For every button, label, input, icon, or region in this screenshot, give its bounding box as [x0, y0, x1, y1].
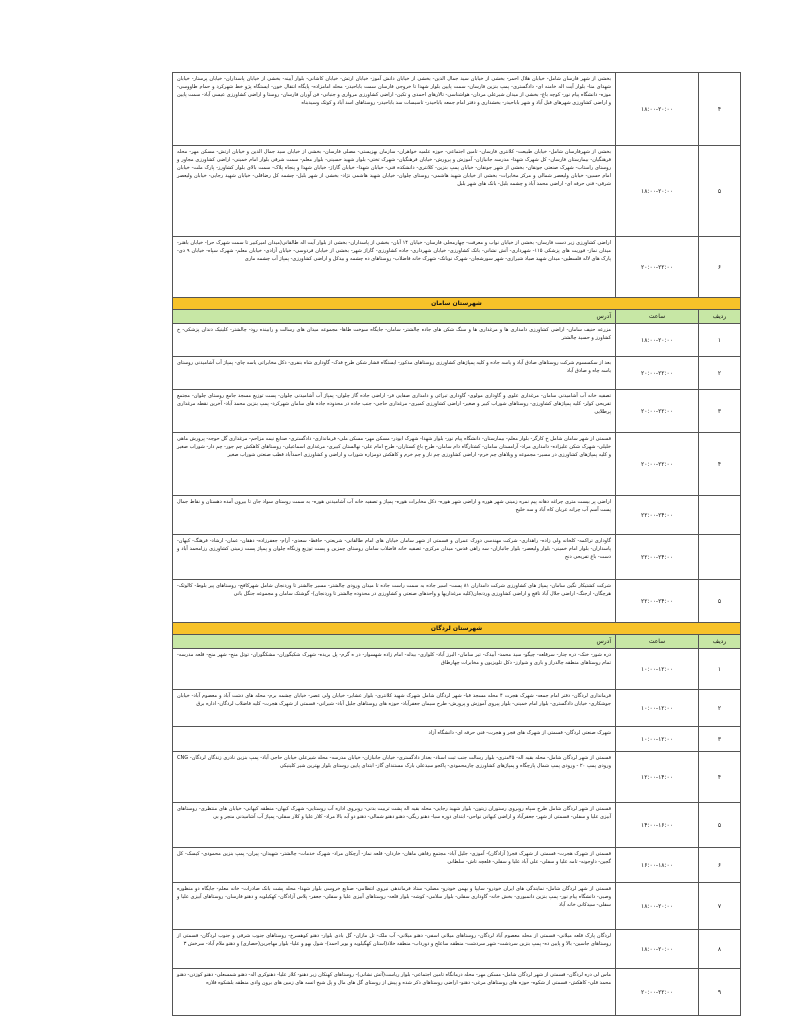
section-title: شهرستان لردگان	[173, 623, 741, 635]
row-time: ۲۰:۰۰-۲۲:۰۰	[616, 969, 699, 1016]
header-time: ساعت	[616, 635, 699, 649]
table-row	[173, 496, 741, 535]
row-address-cell	[173, 690, 616, 727]
header-index: ردیف	[699, 635, 741, 649]
row-address-cell	[173, 752, 616, 803]
row-address-cell	[173, 727, 616, 752]
header-address: آدرس	[173, 635, 616, 649]
row-index: ۴	[699, 433, 741, 496]
row-index: ۴	[699, 752, 741, 803]
row-index: ۱	[699, 649, 741, 690]
row-time: ۲۰:۰۰-۲۲:۰۰	[616, 390, 699, 433]
table-row	[173, 883, 741, 930]
row-index: ۵	[699, 803, 741, 848]
row-time: ۱۸:۰۰-۲۰:۰۰	[616, 73, 699, 146]
row-index: ۳	[699, 727, 741, 752]
row-index: ۱	[699, 324, 741, 357]
row-address-cell	[173, 803, 616, 848]
row-address: قسمتی از شهرک هجرت- قسمتی از شهرک فجر( آزادگان)- آموزی- جلیل آباد- مجتمع رفاهی ماهان- خاردان- قلعه نماز- آرچکان مراد- شهرک خدمات- چالشتر- شهیدان- پیران- پمپ بنزین محمودی- کیسک- کل گجین- داوجونه- تامه علیا و سفلی- علی آباد علیا و سفلی- قلعچه تاش- سلطانی	[177, 851, 611, 865]
row-address-cell	[173, 930, 616, 969]
row-address-cell	[173, 883, 616, 930]
row-address-cell	[173, 848, 616, 883]
section-title: شهرستان سامان	[173, 298, 741, 310]
row-address-cell	[173, 496, 616, 535]
row-address-cell	[173, 390, 616, 433]
row-address: لردگان پارک قلعه میلانی- قسمتی از محله معصوم آباد لردگان- روستاهای میلانی اسفی- دهنو میلانی- آب ملک- تل مازان- گل بادی بلوار- دهنو کوهسرخ- روستاهای جنوب شرقی و جنوب لردگان- قسمتی از روستاهای جاسین- بالا و پایین ده- پمپ بنزین سردشت- شهر سردشت- منطقه ساعلح و دورداب- منطقه خلاد(استان کهگیلویه و بویر احمد)- شول بهو و علیا- بلوار مهاجرین(حصاری) و دهنو ملام آباد- سرخش ۳	[177, 933, 611, 947]
row-address: ماس لی دره لردگان- قسمتی از شهر لردگان شامل- مسکن مهر- محله درمانگاه تامین اجتماعی- بلوار ریاست(آتش نشانی)- روستاهای کهنکان زیر دهنو- کلار علیا- دهنوکری اله- دهنو شمسعلی- دهنو کوزدن- دهنو محمد قلی- کاهکش- قسمتی از شکوه- حوزه های روستاهای مرغی- دهنو- اراضی روستاهای ذکر شده و پیش از روستای گل های مال و پل شیخ انسه های زمین های برون وادی منطقه بلشکوه فلاره	[177, 972, 611, 986]
table-row	[173, 73, 741, 146]
row-address-cell	[173, 146, 616, 237]
row-index: ۹	[699, 969, 741, 1016]
table-row	[173, 146, 741, 237]
row-index: ۶	[699, 237, 741, 298]
table-row	[173, 803, 741, 848]
row-address-cell	[173, 357, 616, 390]
row-address: فرمانداری لردگان- دفتر امام جمعه- شهرک هجرت ۴ محله مسجد قبا- شهر لردگان شامل شهرک شهید کلانتری- بلوار عشایر- خیابان ولی عصر- خیابان چشمه برم- محله های دشت آباد و معصوم آباد- خیابان جوشکاری- خیابان دادگستری- بلوار امام خمینی- بلوار پیروی آموزش و پرورش- طرح سیمان جعفرآباد- حوزه های روستاهای جلیل آباد- شیرانی- قسمتی از شهرک هجرت- کلیه فاضلاب لردگان- اداره برق	[177, 693, 611, 707]
schedule-page	[172, 72, 740, 1016]
table-row	[173, 390, 741, 433]
outage-schedule-table	[172, 72, 741, 1016]
row-index: ۸	[699, 930, 741, 969]
row-address: بعد از سکسسوم شرکت روستاهای صادق آباد و یاسه جاده و کلیه پمپاژهای کشاورزی روستاهای مذکور- ایستگاه فشار شکن طرح فدک- گاوداری شاه بنفری- ذکل مخابراتی یاسه چای- پمپاژ آب آشامیدنی روستای یاسه چاه و صادق آباد	[177, 360, 611, 374]
row-address: تصفیه خانه آب آشامیدنی سامان- مرغداری علوی و گاوداری مولوی- گاوداری تبرائی و دامداری صفایی فر- اراضی جاده گاز چلوان- پمپاژ آب آشامیدنی چلوان- پست توزیع مسجد جامع روستای چلوان- مجتمع تفریحی کولر- کلیه پمپاژهای کشاورزی- روستاهای شوراب کبیر و صغیر- اراضی کشاورزی کمیری- مرغداری حاجی- جنب جاده در محدوده جاده های سامان شهرکرد- پمپ بنزین محمد آباد- آخرین نقطه مرغداری پرطلایی	[177, 393, 611, 415]
row-address: بخشی از شهر فارسان شامل- خیابان هلال احمر- بخشی از خیابان سید جمال الدین- بخشی از خیابان دانش آموز- خیابان ارتش- خیابان کاشانی- بلوار آیینه- بخشی از خیابان پاسداران- خیابان پرستار- خیابان شهدای منا- بلوار آیت اله خامنه ای- دادگستری- پمپ بنزین فارسان- سمت پایین بلوار شهدا تا خروجی فارسان سمت باباحیدر- محله امامزاده- پایگاه انتقال خون- ایستگاه پژو خط شهرکرد و حمام طاووسی- موزه- دانشگاه پیام نور- کوچه باغ- بخشی از میدان شیرعلی مردان- هواشناسی- تالارهای احمدی و تکین- اراضی کشاورزی مرواری و جنبانی- فن آوران فارسان- روستا و اراضی کشاورزی عیسی آباد- سمت پایین و اراضی کشاورزی شهرهای قبل آباد و شهر باباحیدر- بخشداری و دفتر امام جمعه باباحیدر- تاسیسات سد باباحیدر- روستاهای اسد آباد و کوتک وسیدبناه	[177, 76, 611, 106]
row-time: ۱۸:۰۰-۲۰:۰۰	[616, 146, 699, 237]
table-row	[173, 848, 741, 883]
table-row	[173, 690, 741, 727]
row-address-cell	[173, 580, 616, 623]
row-address: اراضی کشاورزی زیر دست فارسان- بخشی از خیابان نواب و معرفت- چهارمحلی فارسان- خیابان ۱۴ آبان- بخشی از پاسداران- بخشی از بلوار آیت اله طالقانی(میدان امیرکبیر تا سمت شهرک حر)- خیابان باهنر- میدان نماز- فوریت های پزشکی ۱۱۵- شهرداری- آتش نشانی- بانک کشاورزی- خیابان شهرداری- جاده کشاورزی- گاراژ شهر- بخشی از خیابان فردوسی- خیابان آزادی- خیابان معلم- شهرک سپاه- خیابان ۹ دی- پارک های لاله فلسطین- میدان شهید صیاد شیرازی- شهر سورشجان- شهرک نوبانک- شهرک خانه فاضلاب- روستاهای ده چشمه و بیدکل و اراضی کشاورزی- پمپاژ آب چشمه ماری	[177, 240, 611, 262]
row-index: ۲	[699, 357, 741, 390]
row-address: اراضی پر بیست متری چراغه دهانه پیم نمره زمینی شهر هوره و اراضی شهر هوره- دکل مخابرات هوره- پمپاژ و تصفیه خانه آب آشامیدنی هوره- به سمت روستای سواد جان تا بیرون آمده دهستان و نقاط جمال پست آسم آب چرانه عربان کاه آباد و سه خلیج	[177, 499, 611, 513]
row-index	[699, 535, 741, 580]
table-row	[173, 969, 741, 1016]
header-index: ردیف	[699, 310, 741, 324]
row-index: ۵	[699, 580, 741, 623]
row-address: گاوداری تراکمه- کلخانه ولی زاده- راهداری- شرکت مهندسی دورک عمران و قسمتی از شهر سامان خیابان های امام طالقانی- شریعتی- حافظ- سعدی- آرام- جعفرزاده- دهقان- عمان- ارشاد- فرهنگ- کیهان- پاسداران- بلوار امام خمینی- بلوار ولیعصر- بلوار جانبازان- سه راهی قدس- میدان مرکزی- تصفیه خانه فاضلاب سامان روستای چمزین و پست توزیع وزنگاه چلوان و پمپاژ پست زمینی کشاورزی رزامحمد آباد و دست- باغ تفریحی دنج	[177, 538, 611, 560]
row-time: ۱۰:۰۰-۱۲:۰۰	[616, 727, 699, 752]
row-address-cell	[173, 73, 616, 146]
table-row	[173, 727, 741, 752]
row-address: مزرعه حنیف سامان- اراضی کشاورزی دامداری ها و مرغداری ها و سنگ شکن های جاده چالشتر- سامان- جایگاه سوخت طاها- مجموعه میدان های رسالت و رابینده رود- چالشتر- کلینیک دندان پزشکی- خ کشاورز و حسید چالشتر	[177, 327, 611, 341]
table-row	[173, 649, 741, 690]
row-time: ۱۸:۰۰-۲۰:۰۰	[616, 324, 699, 357]
table-row	[173, 580, 741, 623]
section-title-row	[173, 623, 741, 635]
row-address-cell	[173, 969, 616, 1016]
row-time: ۱۴:۰۰-۱۶:۰۰	[616, 803, 699, 848]
row-address: شهرک صنعتی لردگان- قسمتی از شهرک های فجر و هجرت- فنی حرفه ای- دانشگاه آزاد	[428, 730, 611, 736]
row-index	[699, 496, 741, 535]
row-time: ۲۰:۰۰-۲۲:۰۰	[616, 433, 699, 496]
table-row	[173, 433, 741, 496]
row-time: ۱۸:۰۰-۲۰:۰۰	[616, 883, 699, 930]
row-address-cell	[173, 649, 616, 690]
row-time: ۲۰:۰۰-۲۲:۰۰	[616, 357, 699, 390]
row-index: ۵	[699, 146, 741, 237]
header-address: آدرس	[173, 310, 616, 324]
row-index: ۷	[699, 883, 741, 930]
row-index: ۲	[699, 690, 741, 727]
row-index: ۶	[699, 848, 741, 883]
row-index: ۳	[699, 390, 741, 433]
row-time: ۱۲:۰۰-۱۴:۰۰	[616, 752, 699, 803]
row-address: قسمتی از شهر سامان شامل خ کارگر- بلوار معلم- بیمارستان- دانشگاه پیام نور- بلوار شهدا- شهرک ابوذر- مسکن مهر- مسکن ملی- فرمانداری- دادگستری- صنایع نیمه مزاحم- مرغداری گل حوجه- پرورش ماهی خلیلی- شهرک شکن علیزاده- دامداری مراد- آرامستان سامان- کشتارگاه دام سامان- طرح باغ کستاران- طرح امام علی- نهالستان کبیری- مرغداری اسماعیلی- روستاهای کاهکش چم جور- چم دار- شوراب صغیر و کلیه پمپاژهای کشاورزی در مسیر- مجموعه و ویلاهای چم خرم- اراضی کشاورزی چم ناز و چم خرم و کاهکش دومزاره شوراب و اراضی و کشاورزی احمدآباد قطب صنعتی شوراب صغیر	[177, 436, 611, 458]
section-title-row	[173, 298, 741, 310]
row-time: ۱۰:۰۰-۱۲:۰۰	[616, 690, 699, 727]
row-time: ۲۰:۰۰-۲۲:۰۰	[616, 237, 699, 298]
table-row	[173, 324, 741, 357]
row-address: دره شور- خنک- دره چنار- سرقلعه- چیگو- سید محمد- آبیدک- تیر سامان- البرز آباد- کلواری- بیدله- امام زاده شهسوار- در ه گرم- پل بریده- شهرک شکیگوران- مشکگوران- توتل منج- شهر منج- قلعه مدرسه- تمام روستاهای منطقه چالدراز و باری و شوارز- دکل تلویزیون و مخابرات چهارطاق	[177, 652, 611, 666]
table-row	[173, 357, 741, 390]
row-address-cell	[173, 433, 616, 496]
row-time: ۱۸:۰۰-۲۰:۰۰	[616, 930, 699, 969]
table-row	[173, 752, 741, 803]
row-address: قسمتی از شهر لردگان شامل- محله بقیه اله- ۴۵متری- بلوار رسالت جنب ثبت اسناد- بعداز دادگستری- خیابان جانبازان- خیابان مدرسه- محله شیرعلی خیابان حاجی آباد- پمپ بنزین نادری زندگان لردگان- CNG ورودی پمپ ۲۰ - ورودی پمپ شمال پارچگاه و پمپاژهای کشاورزی چارمحمودی- پاکجو سیدعلی بارک مستندای گاز- ابتدای پایین روستای بلوار بهترین شیر کلینیکی	[177, 755, 611, 769]
column-header-row	[173, 310, 741, 324]
header-time: ساعت	[616, 310, 699, 324]
row-time: ۲۲:۰۰-۲۴:۰۰	[616, 496, 699, 535]
table-row	[173, 535, 741, 580]
row-time: ۲۲:۰۰-۲۴:۰۰	[616, 580, 699, 623]
row-time: ۱۶:۰۰-۱۸:۰۰	[616, 848, 699, 883]
table-row	[173, 237, 741, 298]
column-header-row	[173, 635, 741, 649]
row-time: ۱۰:۰۰-۱۲:۰۰	[616, 649, 699, 690]
table-row	[173, 930, 741, 969]
row-address: بخشی از شهرفارسان شامل- خیابان طبیعت- کلانتری فارسان- تامین اجتماعی- حوزه علمیه خواهران- سازمان بهزیستی- مصلی فارسان- بخشی از خیابان سید جمال الدین و خیابان ارتش- مسکن مهر- محله فرهنگیان- بیمارستان فارسان- کل شهرک شهدا- مدرسه جانبازان- آموزش و پرورش- خیابان فرهنگیان- شهرک تختی- بلوار شهید حسینی- بلوار معلم- سمت شرقی بلوار امام خمینی- اراضی کشاورزی مجاور و روستای راستاب- شهرک صنعتی جونقان- بخشی از شهر جونقان- خیابان پمپ بنزین- کلانتری- دانشکده فنی- خیابان شهدا- خیابان گاراژ- خیابان شهدا و پنجاه پلاک- سمت بالای بلوار کشاورز- پارک ملت- خیابان امام حسین- خیابان ولیعصر شمالی و مرکز مخابرات- بخشی از خیابان شهید هاشمی- روستای چلوان- خیابان شهید هاشمی نژاد- بخشی از شهر بلبل- چشمه کل رضاقلی- خیابان شهید رجایی- خیابان ولیعصر شرقی- فنی حرفه ای- اراضی محمد آباد و چشمه بلبل- بانک های شهر بلبل	[177, 149, 611, 187]
row-address-cell	[173, 237, 616, 298]
row-address: شرکت کشتیکار نگین سامان- پمپاژ های کشاورزی شرکت دامداران ۸۱ پست- اسیر جاده به سمت راست جاده تا میدان ورودی چالشتر- مسیر چالشتر تا وردنجان شامل شهرکافج- روستاهای پیر بلوط- کالوتک- هرچگان- ارجنگ- اراضی جلال آباد نافچ و اراضی کشاورزی وردنجان(کلیه مرغداریها و واحدهای صنعتی و کشاورزی در محدوده چالشتر تا وردنجان)- گوشتک سامان و مجموعه جنگل بانی	[177, 583, 611, 597]
row-address: قسمتی از شهر لردگان شامل- نمایندگی های ایران خودرو- سایپا و بهمن خودرو- مصلی- ستاد فرماندهی نیروی انتظامی- صنایع خروسی بلوار شهدا- محله پشت بانک صادرات- خانه معلم- جایگاه دو منظوره وصبی- دانشگاه پیام نور- پمپ بنزین دانمبوری- بخش خانه- گاوداری سفلی- بلوار سلامی- کوشه- بلوار قلعه- روستاهای آبیزی علیا و سفلی- جعفر- پلاس آزادگان- کهکیلویه و دهنو فارسان- روستاهای آبیزی علیا و سفلی- سیدکانی خانه آباد	[177, 886, 611, 908]
row-time: ۲۲:۰۰-۲۴:۰۰	[616, 535, 699, 580]
row-index: ۴	[699, 73, 741, 146]
row-address: قسمتی از شهر لردگان شامل طرح سپاه روبروی رستوران زیتون- بلوار شهید رجایی- محله بقیه اله پشت تربیت بدنی- روبروی اداره آب روستایی- شهرک کیهان- منطقه کیهانی- خیابان های منتظری- روستاهای آبیزی علیا و سفلی- قسمتی از شهر- جعفرآباد و اراضی کیهانی نواحی- ابتدای دوره سیا- دهنو ریگی- دهنو دهنو شمالی- دهنو دو آبه بالا مراد- کلار علیا و کلار سفلی- پمپاژ آب آشامیدنی منجر و بی	[177, 806, 611, 820]
row-address-cell	[173, 324, 616, 357]
row-address-cell	[173, 535, 616, 580]
